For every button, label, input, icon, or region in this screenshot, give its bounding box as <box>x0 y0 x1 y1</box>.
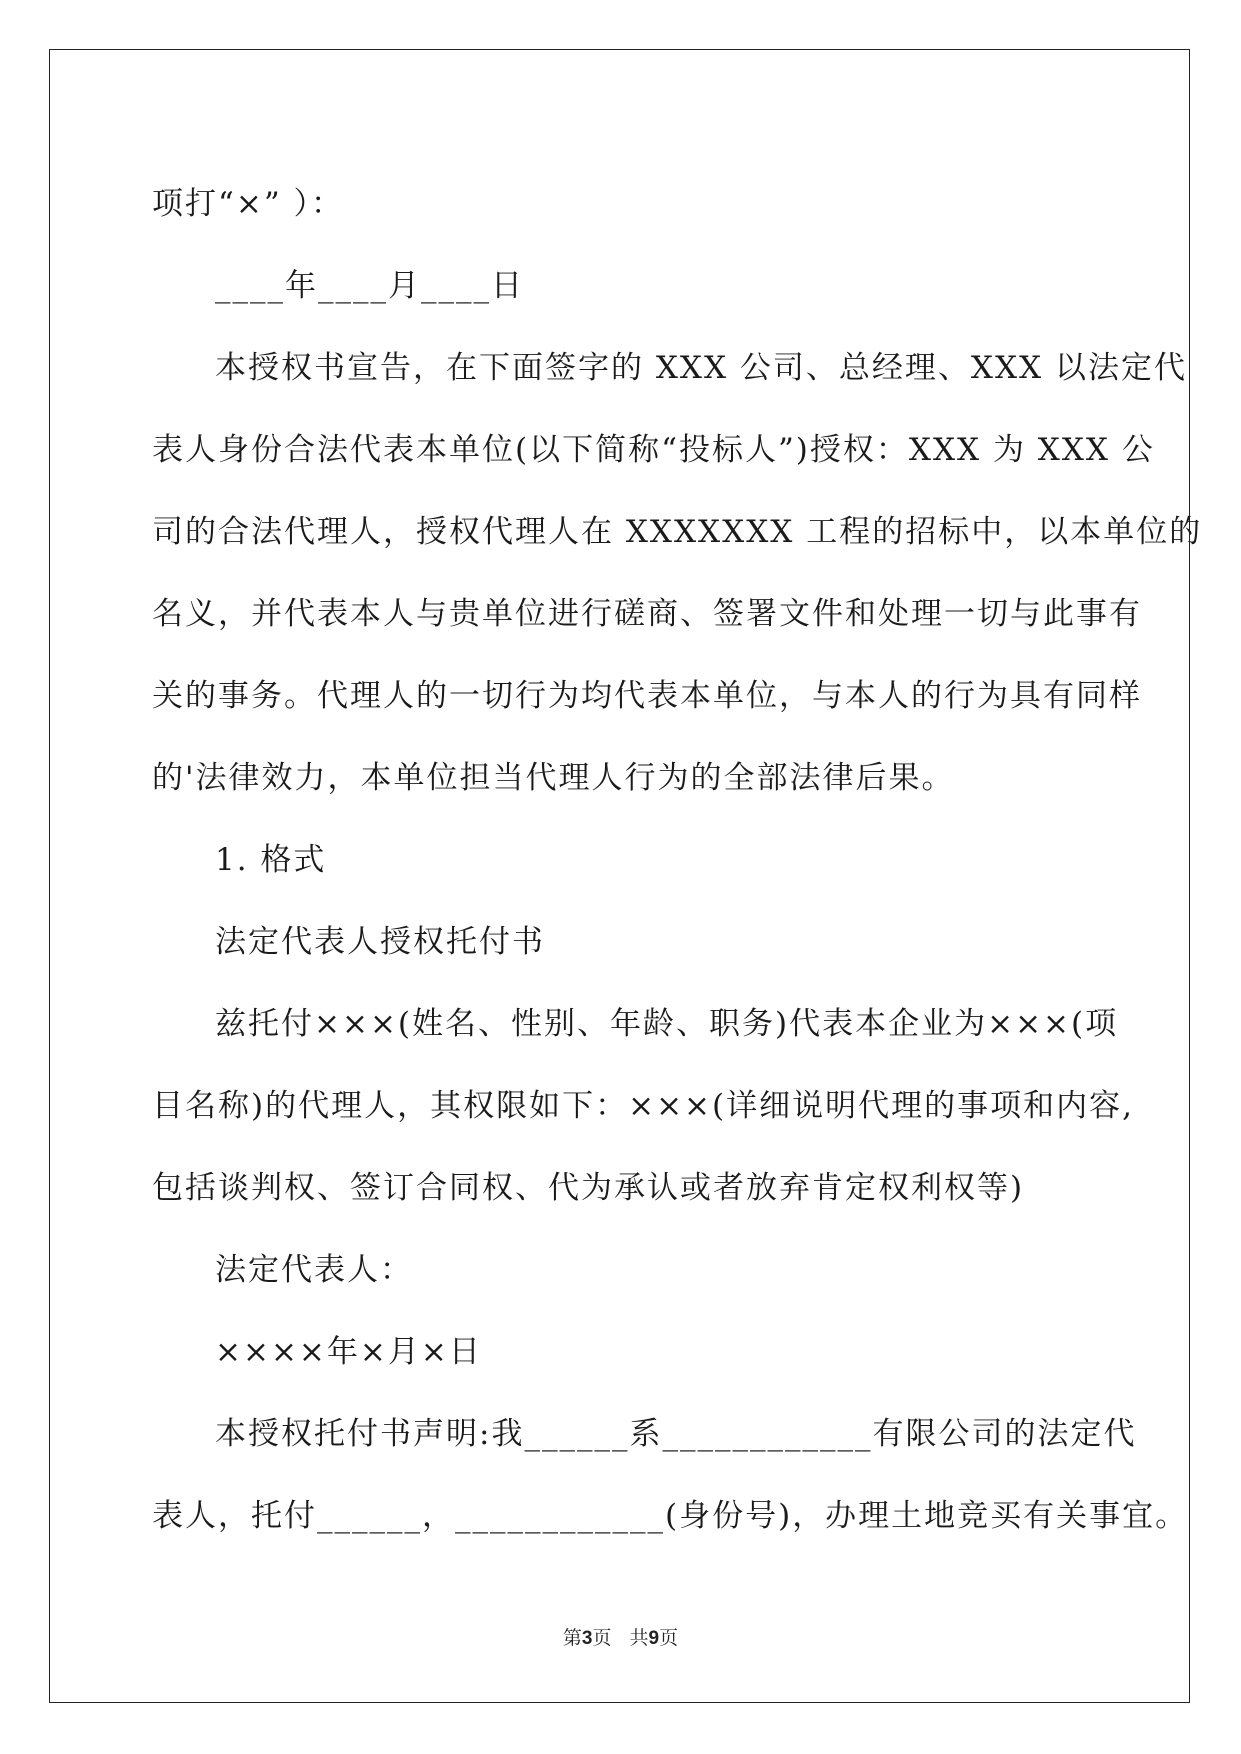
section-heading: 1. 格式 <box>215 842 327 878</box>
text-line: 关的事务。代理人的一切行为均代表本单位，与本人的行为具有同样 <box>152 678 1142 714</box>
footer-total-prefix: 共 <box>629 1627 649 1649</box>
text-line: 包括谈判权、签订合同权、代为承认或者放弃肯定权利权等) <box>152 1170 1025 1206</box>
text-line: 兹托付×××(姓名、性别、年龄、职务)代表本企业为×××(项 <box>215 1006 1119 1042</box>
text-line: 的'法律效力，本单位担当代理人行为的全部法律后果。 <box>152 760 955 796</box>
footer-page-number: 3 <box>581 1628 593 1649</box>
text-line: 本授权书宣告，在下面签字的 XXX 公司、总经理、XXX 以法定代 <box>215 350 1187 386</box>
text-line: ____年____月____日 <box>215 268 524 304</box>
page-footer <box>0 1623 1241 1650</box>
text-line: 本授权托付书声明:我______系____________有限公司的法定代 <box>215 1416 1137 1452</box>
text-line: 名义，并代表本人与贵单位进行磋商、签署文件和处理一切与此事有 <box>152 596 1142 632</box>
footer-page-prefix: 第 <box>562 1627 582 1649</box>
text-line: 表人身份合法代表本单位(以下简称“投标人”)授权：XXX 为 XXX 公 <box>152 432 1155 468</box>
footer-total-suffix: 页 <box>659 1627 679 1649</box>
text-line: 目名称)的代理人，其权限如下：×××(详细说明代理的事项和内容, <box>152 1088 1134 1124</box>
signature-label: 法定代表人： <box>215 1252 413 1288</box>
text-line: 表人，托付______，____________(身份号)，办理土地竞买有关事宜。 <box>152 1498 1189 1534</box>
document-title: 法定代表人授权托付书 <box>215 924 545 960</box>
date-line: ××××年×月×日 <box>215 1334 482 1370</box>
text-line: 项打“×” ）： <box>152 186 345 222</box>
text-line: 司的合法代理人，授权代理人在 XXXXXXX 工程的招标中，以本单位的 <box>152 514 1203 550</box>
document-body <box>152 163 1203 1557</box>
footer-total-pages: 9 <box>648 1628 660 1649</box>
footer-page-suffix: 页 <box>592 1627 612 1649</box>
